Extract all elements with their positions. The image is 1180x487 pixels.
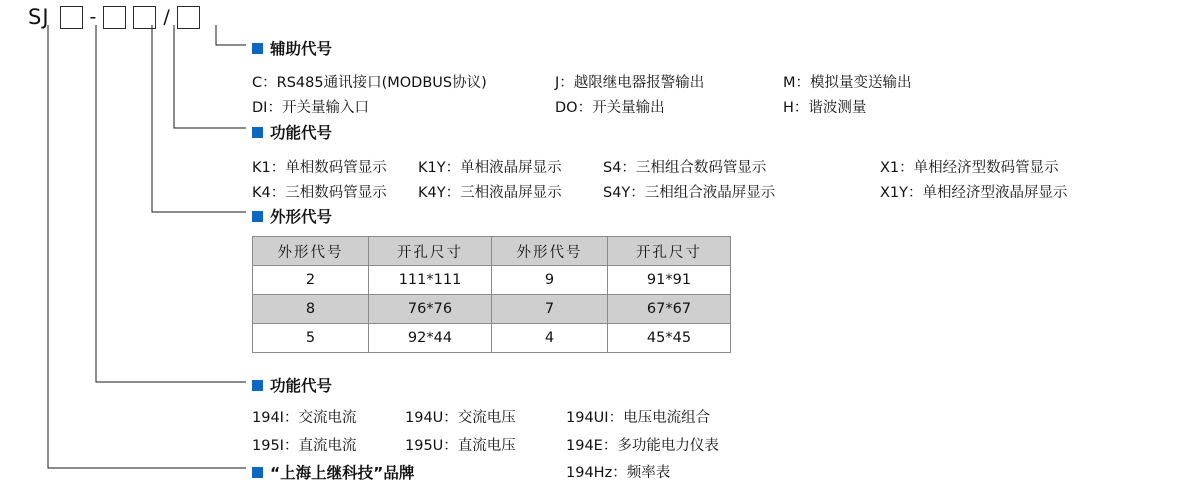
display-item-s4: S4：三相组合数码管显示	[603, 160, 767, 176]
section-title-func-display: 功能代号	[252, 121, 332, 143]
cell-size: 67*67	[608, 295, 731, 324]
table-row	[253, 266, 731, 295]
display-item-k1: K1：单相数码管显示	[252, 160, 387, 176]
th-cutout-2: 开孔尺寸	[608, 237, 731, 266]
section-title-brand: “上海上继科技”品牌	[252, 461, 414, 483]
meter-item-195i: 195I：直流电流	[252, 438, 357, 454]
display-item-k4y: K4Y：三相液晶屏显示	[418, 185, 562, 201]
table-row	[253, 324, 731, 353]
meter-item-194ui: 194UI：电压电流组合	[566, 410, 711, 426]
display-item-k1y: K1Y：单相液晶屏显示	[418, 160, 562, 176]
display-item-k4: K4：三相数码管显示	[252, 185, 387, 201]
model-box-2	[103, 6, 126, 29]
th-shape-code-1: 外形代号	[253, 237, 369, 266]
bullet-square-icon	[252, 380, 263, 391]
table-header-row	[253, 237, 731, 266]
aux-item-do: DO：开关量输出	[555, 100, 665, 116]
bullet-square-icon	[252, 127, 263, 138]
section-title-aux: 辅助代号	[252, 37, 332, 59]
cell-code: 2	[253, 266, 369, 295]
bullet-square-icon	[252, 211, 263, 222]
th-shape-code-2: 外形代号	[492, 237, 608, 266]
model-box-3	[133, 6, 156, 29]
cell-code: 5	[253, 324, 369, 353]
cell-code: 4	[492, 324, 608, 353]
meter-item-194hz: 194Hz：频率表	[566, 465, 671, 481]
cell-code: 7	[492, 295, 608, 324]
model-dash: -	[89, 6, 97, 28]
model-code	[28, 0, 207, 34]
cell-size: 45*45	[608, 324, 731, 353]
model-slash: /	[163, 6, 170, 28]
th-cutout-1: 开孔尺寸	[369, 237, 492, 266]
cell-size: 92*44	[369, 324, 492, 353]
bullet-square-icon	[252, 43, 263, 54]
bullet-square-icon	[252, 467, 263, 478]
aux-item-di: DI：开关量输入口	[252, 100, 369, 116]
aux-item-h: H：谐波测量	[783, 100, 867, 116]
cell-code: 9	[492, 266, 608, 295]
display-item-s4y: S4Y：三相组合液晶屏显示	[603, 185, 776, 201]
display-item-x1: X1：单相经济型数码管显示	[880, 160, 1059, 176]
meter-item-195u: 195U：直流电压	[405, 438, 516, 454]
meter-item-194i: 194I：交流电流	[252, 410, 357, 426]
cell-size: 91*91	[608, 266, 731, 295]
cell-size: 76*76	[369, 295, 492, 324]
aux-item-m: M：模拟量变送输出	[783, 75, 912, 91]
cell-size: 111*111	[369, 266, 492, 295]
cell-code: 8	[253, 295, 369, 324]
meter-item-194u: 194U：交流电压	[405, 410, 516, 426]
meter-item-194e: 194E：多功能电力仪表	[566, 438, 719, 454]
section-title-func-meter: 功能代号	[252, 374, 332, 396]
dimension-table	[252, 236, 731, 353]
aux-item-j: J：越限继电器报警输出	[555, 75, 705, 91]
model-box-4	[177, 6, 200, 29]
display-item-x1y: X1Y：单相经济型液晶屏显示	[880, 185, 1068, 201]
model-prefix: SJ	[28, 5, 50, 29]
aux-item-c: C：RS485通讯接口(MODBUS协议)	[252, 75, 487, 91]
table-row	[253, 295, 731, 324]
model-box-1	[60, 6, 83, 29]
section-title-shape: 外形代号	[252, 205, 332, 227]
